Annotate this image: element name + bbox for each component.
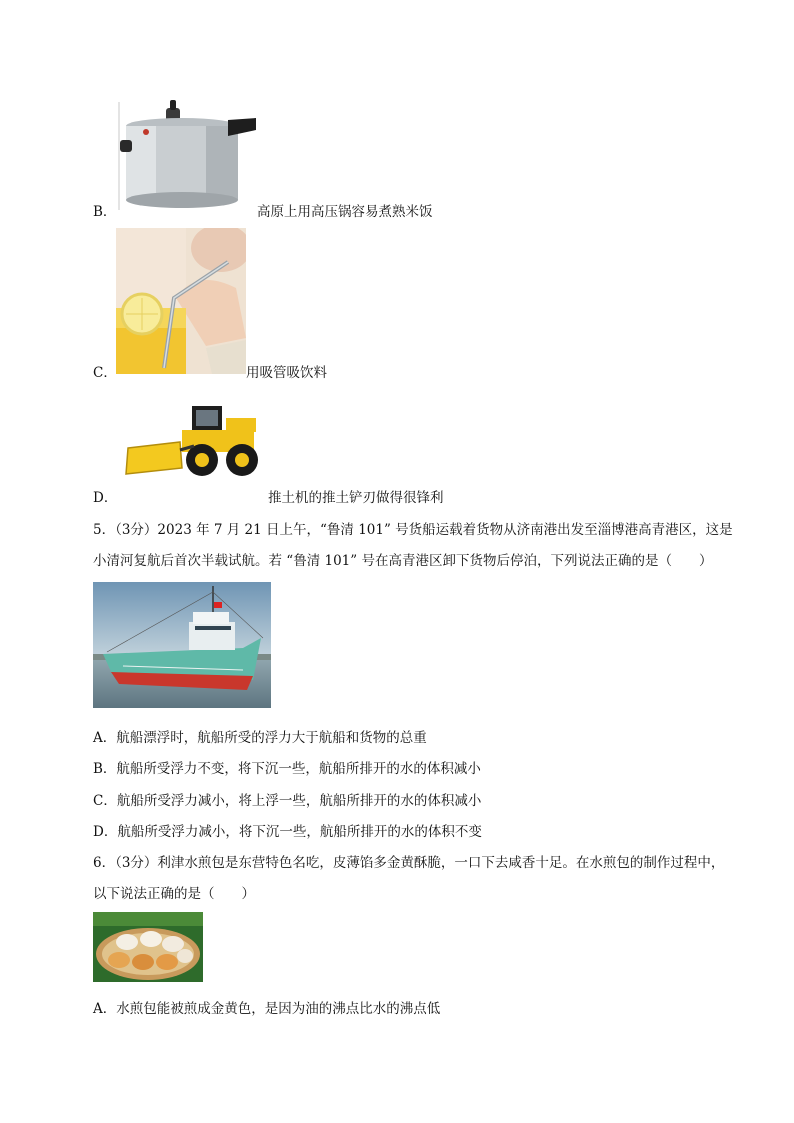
question-5-option-b: B．航船所受浮力不变，将下沉一些，航船所排开的水的体积减小 [93,761,481,777]
option-d-letter: D． [93,490,118,506]
question-5-stem-line-1: 5．（3分）2023 年 7 月 21 日上午，“鲁清 101” 号货船运载着货物从济南港出发至淄博港高青港区，这是 [93,522,733,538]
option-d-text: 推土机的推土铲刃做得很锋利 [268,490,444,506]
question-5-option-d: D．航船所受浮力减小，将下沉一些，航船所排开的水的体积不变 [93,824,482,840]
option-c-letter: C． [93,365,117,381]
fried-buns-image [93,912,203,982]
option-b-text: 高原上用高压锅容易煮熟米饭 [257,204,433,220]
cargo-ship-image [93,582,271,708]
question-6-stem-line-1: 6．（3分）利津水煎包是东营特色名吃，皮薄馅多金黄酥脆，一口下去咸香十足。在水煎包的制作过程中， [93,855,725,871]
question-5-stem-line-2: 小清河复航后首次半载试航。若 “鲁清 101” 号在高青港区卸下货物后停泊，下列说法正确的是（ ） [93,553,713,569]
question-6-option-a: A．水煎包能被煎成金黄色，是因为油的沸点比水的沸点低 [93,1001,441,1017]
option-b-letter: B． [93,204,117,220]
pressure-cooker-image [116,96,258,214]
option-c-text: 用吸管吸饮料 [246,365,327,381]
question-5-option-a: A．航船漂浮时，航船所受的浮力大于航船和货物的总重 [93,730,427,746]
question-6-stem-line-2: 以下说法正确的是（ ） [93,886,255,902]
question-5-option-c: C．航船所受浮力减小，将上浮一些，航船所排开的水的体积减小 [93,793,482,809]
bulldozer-image [122,402,260,480]
straw-drink-image [116,228,246,374]
